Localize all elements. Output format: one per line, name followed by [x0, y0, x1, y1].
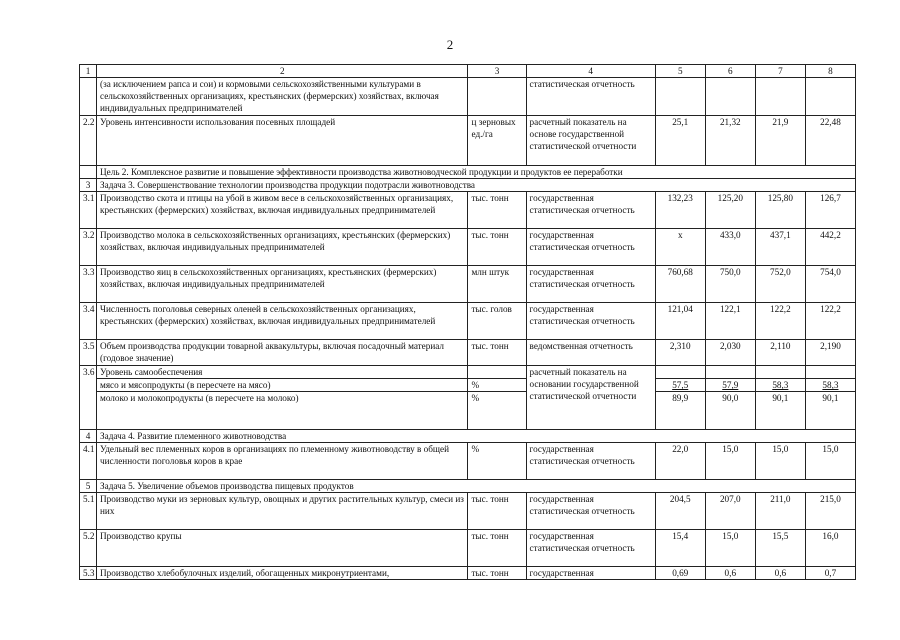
table-row	[80, 266, 856, 303]
table-row	[80, 340, 856, 366]
row-source: государственная статистическая отчетность	[526, 493, 655, 530]
row-value: 211,0	[755, 493, 805, 530]
row-name: Производство крупы	[97, 530, 468, 567]
table-subrow	[80, 379, 856, 392]
row-source: государственная статистическая отчетность	[526, 266, 655, 303]
row-id: 5.3	[80, 567, 97, 580]
row-value	[655, 379, 705, 392]
row-value: 2,030	[705, 340, 755, 366]
row-value-text: 58,3	[772, 380, 789, 390]
task-row	[80, 480, 856, 493]
row-unit: тыс. тонн	[468, 192, 526, 229]
row-value: 0,6	[755, 567, 805, 580]
page-number: 2	[446, 37, 454, 52]
goal-id-cell	[80, 166, 97, 179]
row-value: 90,1	[755, 392, 805, 430]
row-name: Производство муки из зерновых культур, овощных и других растительных культур, смеси из них	[97, 493, 468, 530]
row-name: Удельный вес племенных коров в организациях по племенному животноводству в общей численности поголовья коров в крае	[97, 443, 468, 480]
task-title: Задача 3. Совершенствование технологии производства продукции подотрасли животноводства	[97, 179, 856, 192]
row-value: 204,5	[655, 493, 705, 530]
row-value: 437,1	[755, 229, 805, 266]
row-id: 3.2	[80, 229, 97, 266]
table-row	[80, 192, 856, 229]
row-value: 122,1	[705, 303, 755, 340]
row-name: Уровень интенсивности использования посевных площадей	[97, 116, 468, 166]
row-unit: млн штук	[468, 266, 526, 303]
row-value-text: 58,3	[822, 380, 839, 390]
indicators-table	[79, 64, 856, 580]
row-value: 15,0	[805, 443, 855, 480]
row-value: 215,0	[805, 493, 855, 530]
row-value: 2,190	[805, 340, 855, 366]
header-cell: 2	[97, 65, 468, 78]
table-row	[80, 443, 856, 480]
row-value	[655, 366, 705, 379]
subrow-name: мясо и мясопродукты (в пересчете на мясо)	[97, 379, 468, 392]
row-value: 442,2	[805, 229, 855, 266]
table-row	[80, 366, 856, 379]
table-row	[80, 567, 856, 580]
task-number: 5	[80, 480, 97, 493]
row-value: 21,9	[755, 116, 805, 166]
task-number: 3	[80, 179, 97, 192]
row-unit: тыс. тонн	[468, 530, 526, 567]
task-title: Задача 4. Развитие племенного животноводства	[97, 430, 856, 443]
task-number: 4	[80, 430, 97, 443]
table-row	[80, 493, 856, 530]
row-value: 90,0	[705, 392, 755, 430]
row-value: 0,6	[705, 567, 755, 580]
row-value: 122,2	[755, 303, 805, 340]
row-source: расчетный показатель на основании государственной статистической отчетности	[526, 366, 655, 430]
row-value: 22,48	[805, 116, 855, 166]
row-name: (за исключением рапса и сои) и кормовыми сельскохозяйственными культурами в сельскохозяйственных организациях, крестьянских (фермерских) хозяйствах, включая индивидуальных предпринимателей	[97, 78, 468, 116]
row-unit: ц зерновых ед./га	[468, 116, 526, 166]
row-value: 15,0	[705, 530, 755, 567]
row-value	[805, 78, 855, 116]
row-value	[705, 78, 755, 116]
row-id: 5.2	[80, 530, 97, 567]
table-subrow	[80, 392, 856, 430]
row-source: государственная статистическая отчетность	[526, 530, 655, 567]
row-value: 2,110	[755, 340, 805, 366]
row-source: статистическая отчетность	[526, 78, 655, 116]
row-value: 752,0	[755, 266, 805, 303]
row-id	[80, 78, 97, 116]
header-cell: 5	[655, 65, 705, 78]
row-id	[80, 392, 97, 430]
row-unit: тыс. тонн	[468, 340, 526, 366]
row-name: Производство яиц в сельскохозяйственных организациях, крестьянских (фермерских) хозяйствах, включая индивидуальных предпринимателей	[97, 266, 468, 303]
row-source: государственная	[526, 567, 655, 580]
row-id: 3.5	[80, 340, 97, 366]
row-unit: тыс. голов	[468, 303, 526, 340]
row-value: 0,7	[805, 567, 855, 580]
row-value: 433,0	[705, 229, 755, 266]
row-id: 3.1	[80, 192, 97, 229]
row-name: Численность поголовья северных оленей в сельскохозяйственных организациях, крестьянских (фермерских) хозяйствах, включая индивидуальных предпринимателей	[97, 303, 468, 340]
row-value	[655, 78, 705, 116]
row-value	[805, 379, 855, 392]
row-value: 15,0	[705, 443, 755, 480]
row-value: х	[655, 229, 705, 266]
table-row	[80, 229, 856, 266]
row-name: Производство скота и птицы на убой в живом весе в сельскохозяйственных организациях, крестьянских (фермерских) хозяйствах, включая индивидуальных предпринимателей	[97, 192, 468, 229]
row-id: 4.1	[80, 443, 97, 480]
row-id: 3.3	[80, 266, 97, 303]
row-value	[805, 366, 855, 379]
subrow-name: молоко и молокопродукты (в пересчете на молоко)	[97, 392, 468, 430]
task-title: Задача 5. Увеличение объемов производства пищевых продуктов	[97, 480, 856, 493]
row-value: 16,0	[805, 530, 855, 567]
row-value-text: 57,5	[672, 380, 689, 390]
row-value: 125,80	[755, 192, 805, 229]
row-unit: тыс. тонн	[468, 493, 526, 530]
row-id	[80, 379, 97, 392]
row-value	[755, 366, 805, 379]
table-row	[80, 530, 856, 567]
row-value: 0,69	[655, 567, 705, 580]
row-value: 15,0	[755, 443, 805, 480]
row-unit	[468, 78, 526, 116]
row-value: 25,1	[655, 116, 705, 166]
row-value: 90,1	[805, 392, 855, 430]
header-cell: 6	[705, 65, 755, 78]
row-value	[705, 366, 755, 379]
row-value: 760,68	[655, 266, 705, 303]
row-source: расчетный показатель на основе государственной статистической отчетности	[526, 116, 655, 166]
row-value: 21,32	[705, 116, 755, 166]
row-value: 754,0	[805, 266, 855, 303]
row-id: 3.6	[80, 366, 97, 379]
header-cell: 7	[755, 65, 805, 78]
row-value: 121,04	[655, 303, 705, 340]
task-row	[80, 179, 856, 192]
row-name: Производство хлебобулочных изделий, обогащенных микронутриентами,	[97, 567, 468, 580]
header-cell: 4	[526, 65, 655, 78]
row-unit: %	[468, 443, 526, 480]
row-value: 207,0	[705, 493, 755, 530]
header-cell: 8	[805, 65, 855, 78]
row-value: 22,0	[655, 443, 705, 480]
row-value: 15,5	[755, 530, 805, 567]
row-name: Объем производства продукции товарной аквакультуры, включая посадочный материал (годовое значение)	[97, 340, 468, 366]
row-id: 2.2	[80, 116, 97, 166]
table-row	[80, 116, 856, 166]
row-source: ведомственная отчетность	[526, 340, 655, 366]
row-id: 3.4	[80, 303, 97, 340]
row-value: 126,7	[805, 192, 855, 229]
goal-title: Цель 2. Комплексное развитие и повышение эффективности производства животноводческой продукции и продуктов ее переработки	[97, 166, 856, 179]
row-value	[755, 379, 805, 392]
goal-row	[80, 166, 856, 179]
row-unit: тыс. тонн	[468, 567, 526, 580]
row-id: 5.1	[80, 493, 97, 530]
row-source: государственная статистическая отчетность	[526, 303, 655, 340]
row-value-text: 57,9	[722, 380, 739, 390]
row-value: 2,310	[655, 340, 705, 366]
table-header-row	[80, 65, 856, 78]
row-value: 15,4	[655, 530, 705, 567]
row-unit	[468, 366, 526, 379]
row-source: государственная статистическая отчетность	[526, 443, 655, 480]
subrow-unit: %	[468, 392, 526, 430]
row-value	[755, 78, 805, 116]
row-value: 132,23	[655, 192, 705, 229]
row-name: Уровень самообеспечения	[97, 366, 468, 379]
row-unit: тыс. тонн	[468, 229, 526, 266]
row-source: государственная статистическая отчетность	[526, 229, 655, 266]
table-row	[80, 303, 856, 340]
row-source: государственная статистическая отчетность	[526, 192, 655, 229]
row-value	[705, 379, 755, 392]
table-row	[80, 78, 856, 116]
row-value: 89,9	[655, 392, 705, 430]
header-cell: 1	[80, 65, 97, 78]
row-value: 122,2	[805, 303, 855, 340]
row-value: 125,20	[705, 192, 755, 229]
header-cell: 3	[468, 65, 526, 78]
row-name: Производство молока в сельскохозяйственных организациях, крестьянских (фермерских) хозяйствах, включая индивидуальных предпринимателей	[97, 229, 468, 266]
row-value: 750,0	[705, 266, 755, 303]
subrow-unit: %	[468, 379, 526, 392]
task-row	[80, 430, 856, 443]
